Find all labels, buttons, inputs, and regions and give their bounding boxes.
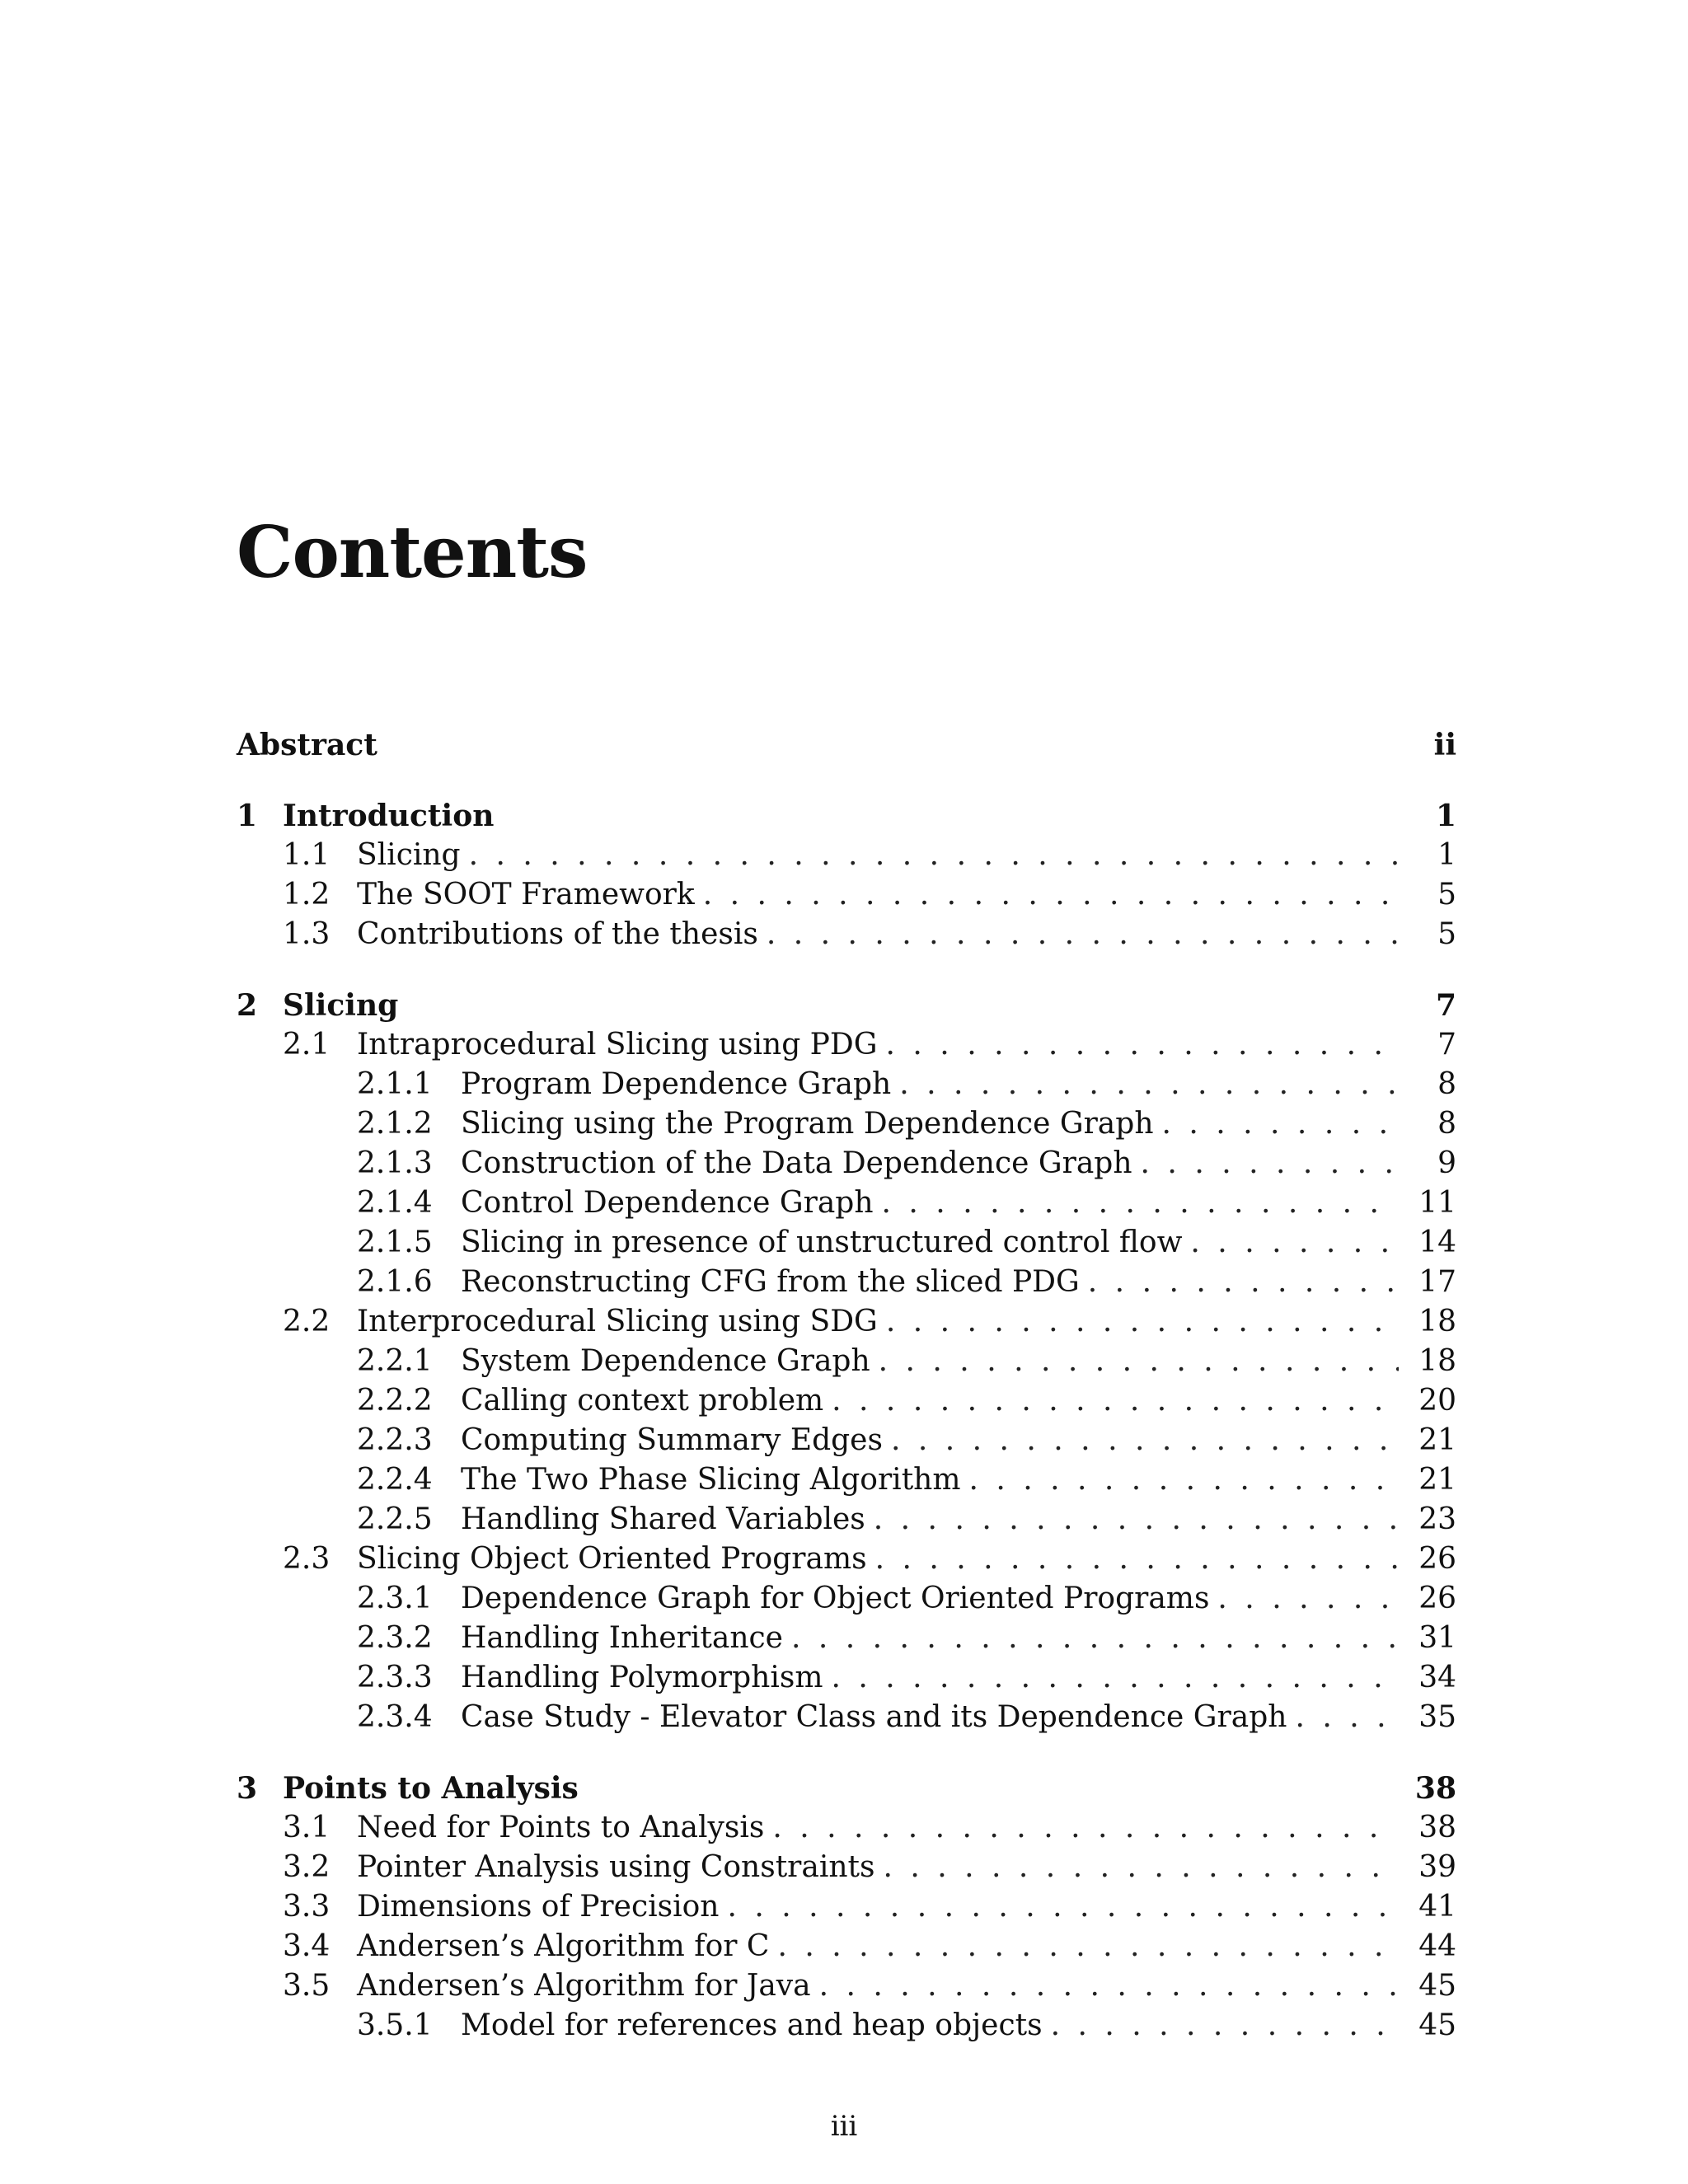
toc-entry-page: 8 bbox=[1437, 1107, 1456, 1141]
toc-entry-2-3[interactable] bbox=[237, 1540, 1456, 1579]
toc-entry-2-1-2[interactable] bbox=[237, 1104, 1456, 1144]
dot-leader bbox=[819, 1966, 1399, 2006]
toc-entry-3-4[interactable] bbox=[237, 1927, 1456, 1966]
toc-entry-number: 2.2.2 bbox=[357, 1384, 433, 1418]
dot-leader bbox=[832, 1381, 1399, 1421]
toc-entry-title: Construction of the Data Dependence Graph bbox=[461, 1146, 1132, 1180]
toc-entry-title: Slicing Object Oriented Programs bbox=[357, 1542, 867, 1576]
toc-entry-number: 2.1 bbox=[283, 1028, 331, 1062]
toc-chapter-2[interactable] bbox=[237, 986, 1456, 1025]
toc-entry-title: The SOOT Framework bbox=[357, 878, 695, 912]
dot-leader bbox=[767, 915, 1399, 954]
dot-leader bbox=[1051, 2006, 1399, 2046]
toc-entry-2-3-1[interactable] bbox=[237, 1579, 1456, 1619]
dot-leader bbox=[891, 1421, 1399, 1460]
toc-entry-2-3-2[interactable] bbox=[237, 1619, 1456, 1658]
toc-entry-2-2-4[interactable] bbox=[237, 1460, 1456, 1500]
toc-entry-page: 5 bbox=[1437, 917, 1456, 951]
toc-entry-2-2-1[interactable] bbox=[237, 1342, 1456, 1381]
toc-entry-number: 2.1.5 bbox=[357, 1226, 433, 1259]
toc-entry-3-5[interactable] bbox=[237, 1966, 1456, 2006]
toc-entry-2-2-5[interactable] bbox=[237, 1500, 1456, 1540]
toc-entry-3-3[interactable] bbox=[237, 1887, 1456, 1927]
toc-entry-1-1[interactable] bbox=[237, 836, 1456, 875]
toc-abstract-page: ii bbox=[1433, 728, 1456, 762]
toc-chapter-page: 7 bbox=[1435, 988, 1456, 1023]
dot-leader bbox=[883, 1848, 1399, 1887]
toc-entry-page: 44 bbox=[1418, 1929, 1456, 1963]
toc-entry-2-2-3[interactable] bbox=[237, 1421, 1456, 1460]
toc-entry-title: Program Dependence Graph bbox=[461, 1067, 892, 1101]
toc-entry-title: Model for references and heap objects bbox=[461, 2008, 1043, 2042]
toc-entry-title: Handling Inheritance bbox=[461, 1621, 783, 1655]
dot-leader bbox=[886, 1025, 1399, 1065]
dot-leader bbox=[1190, 1223, 1399, 1263]
toc-entry-number: 2.2.4 bbox=[357, 1463, 433, 1497]
toc-entry-title: Slicing using the Program Dependence Graph bbox=[461, 1107, 1154, 1141]
toc-entry-1-3[interactable] bbox=[237, 915, 1456, 954]
toc-entry-page: 39 bbox=[1418, 1850, 1456, 1884]
dot-leader bbox=[772, 1808, 1399, 1848]
toc-entry-title: Handling Polymorphism bbox=[461, 1661, 823, 1694]
toc-entry-2-1-6[interactable] bbox=[237, 1263, 1456, 1302]
toc-chapter-number: 2 bbox=[237, 988, 258, 1023]
dot-leader bbox=[791, 1619, 1399, 1658]
dot-leader bbox=[1162, 1104, 1400, 1144]
toc-entry-page: 26 bbox=[1418, 1542, 1456, 1576]
toc-entry-2-2[interactable] bbox=[237, 1302, 1456, 1342]
toc-entry-3-2[interactable] bbox=[237, 1848, 1456, 1887]
toc-entry-title: Intraprocedural Slicing using PDG bbox=[357, 1028, 878, 1062]
toc-entry-2-1-1[interactable] bbox=[237, 1065, 1456, 1104]
toc-entry-title: Dimensions of Precision bbox=[357, 1890, 720, 1924]
toc-entry-number: 2.3.3 bbox=[357, 1661, 433, 1694]
toc-entry-number: 1.1 bbox=[283, 838, 331, 872]
dot-leader bbox=[469, 836, 1399, 875]
dot-leader bbox=[1141, 1144, 1399, 1183]
toc-chapter-title: Slicing bbox=[283, 988, 399, 1023]
toc-entry-number: 3.4 bbox=[283, 1929, 331, 1963]
toc-abstract[interactable] bbox=[237, 725, 1456, 765]
toc-entry-page: 26 bbox=[1418, 1582, 1456, 1615]
toc-entry-2-1-4[interactable] bbox=[237, 1183, 1456, 1223]
dot-leader bbox=[727, 1887, 1399, 1927]
toc-entry-page: 18 bbox=[1418, 1344, 1456, 1378]
toc-entry-number: 2.1.4 bbox=[357, 1186, 433, 1220]
toc-entry-page: 5 bbox=[1437, 878, 1456, 912]
toc-entry-title: Case Study - Elevator Class and its Dependence Graph bbox=[461, 1700, 1287, 1734]
dot-leader bbox=[703, 875, 1399, 915]
toc-entry-2-3-4[interactable] bbox=[237, 1698, 1456, 1737]
toc-entry-page: 21 bbox=[1418, 1463, 1456, 1497]
toc-entry-page: 17 bbox=[1418, 1265, 1456, 1299]
toc-entry-number: 2.3.4 bbox=[357, 1700, 433, 1734]
toc-entry-page: 41 bbox=[1418, 1890, 1456, 1924]
dot-leader bbox=[886, 1302, 1399, 1342]
toc-entry-2-1-5[interactable] bbox=[237, 1223, 1456, 1263]
toc-entry-title: Andersen’s Algorithm for C bbox=[357, 1929, 770, 1963]
toc-entry-number: 2.1.1 bbox=[357, 1067, 433, 1101]
toc-entry-page: 21 bbox=[1418, 1423, 1456, 1457]
toc-entry-number: 2.1.3 bbox=[357, 1146, 433, 1180]
dot-leader bbox=[1088, 1263, 1399, 1302]
toc-entry-number: 3.2 bbox=[283, 1850, 331, 1884]
toc-entry-number: 2.3.1 bbox=[357, 1582, 433, 1615]
toc-entry-title: Slicing bbox=[357, 838, 461, 872]
toc-entry-number: 3.1 bbox=[283, 1811, 331, 1844]
toc-entry-number: 2.2.5 bbox=[357, 1502, 433, 1536]
dot-leader bbox=[1217, 1579, 1399, 1619]
toc-entry-page: 14 bbox=[1418, 1226, 1456, 1259]
toc-entry-number: 2.1.6 bbox=[357, 1265, 433, 1299]
dot-leader bbox=[879, 1342, 1399, 1381]
toc-entry-number: 3.5 bbox=[283, 1969, 331, 2003]
toc-entry-number: 3.5.1 bbox=[357, 2008, 433, 2042]
toc-entry-title: Dependence Graph for Object Oriented Programs bbox=[461, 1582, 1210, 1615]
toc-chapter-number: 1 bbox=[237, 799, 258, 833]
toc-entry-number: 3.3 bbox=[283, 1890, 331, 1924]
toc-chapter-1[interactable] bbox=[237, 796, 1456, 836]
toc-entry-2-1[interactable] bbox=[237, 1025, 1456, 1065]
toc-chapter-number: 3 bbox=[237, 1771, 258, 1806]
toc-entry-title: System Dependence Graph bbox=[461, 1344, 870, 1378]
toc-entry-2-1-3[interactable] bbox=[237, 1144, 1456, 1183]
toc-entry-number: 2.3 bbox=[283, 1542, 331, 1576]
toc-entry-title: Contributions of the thesis bbox=[357, 917, 758, 951]
toc-entry-title: The Two Phase Slicing Algorithm bbox=[461, 1463, 961, 1497]
toc-chapter-title: Points to Analysis bbox=[283, 1771, 579, 1806]
toc-entry-page: 31 bbox=[1418, 1621, 1456, 1655]
toc-entry-page: 1 bbox=[1437, 838, 1456, 872]
toc-chapter-3[interactable] bbox=[237, 1769, 1456, 1808]
toc-entry-page: 38 bbox=[1418, 1811, 1456, 1844]
dot-leader bbox=[899, 1065, 1399, 1104]
toc-entry-page: 23 bbox=[1418, 1502, 1456, 1536]
toc-entry-page: 20 bbox=[1418, 1384, 1456, 1418]
toc-entry-2-2-2[interactable] bbox=[237, 1381, 1456, 1421]
toc-entry-title: Reconstructing CFG from the sliced PDG bbox=[461, 1265, 1080, 1299]
toc-entry-title: Calling context problem bbox=[461, 1384, 824, 1418]
toc-entry-number: 2.2.3 bbox=[357, 1423, 433, 1457]
toc-chapter-page: 38 bbox=[1414, 1771, 1456, 1806]
toc-entry-page: 7 bbox=[1437, 1028, 1456, 1062]
toc-entry-page: 34 bbox=[1418, 1661, 1456, 1694]
toc-entry-title: Control Dependence Graph bbox=[461, 1186, 874, 1220]
toc-entry-number: 2.3.2 bbox=[357, 1621, 433, 1655]
toc-entry-page: 8 bbox=[1437, 1067, 1456, 1101]
toc-entry-3-1[interactable] bbox=[237, 1808, 1456, 1848]
toc-entry-1-2[interactable] bbox=[237, 875, 1456, 915]
toc-entry-title: Need for Points to Analysis bbox=[357, 1811, 765, 1844]
toc-entry-3-5-1[interactable] bbox=[237, 2006, 1456, 2046]
dot-leader bbox=[968, 1460, 1399, 1500]
footer-page-number: iii bbox=[830, 2110, 858, 2143]
toc-entry-page: 9 bbox=[1437, 1146, 1456, 1180]
toc-entry-page: 45 bbox=[1418, 1969, 1456, 2003]
dot-leader bbox=[882, 1183, 1399, 1223]
toc-entry-title: Pointer Analysis using Constraints bbox=[357, 1850, 875, 1884]
table-of-contents bbox=[237, 725, 1456, 2046]
toc-abstract-label: Abstract bbox=[237, 728, 377, 762]
toc-entry-2-3-3[interactable] bbox=[237, 1658, 1456, 1698]
dot-leader bbox=[874, 1500, 1399, 1540]
toc-entry-number: 2.2 bbox=[283, 1305, 331, 1338]
dot-leader bbox=[777, 1927, 1399, 1966]
page-title: Contents bbox=[237, 511, 588, 594]
toc-entry-number: 1.2 bbox=[283, 878, 331, 912]
toc-chapter-page: 1 bbox=[1435, 799, 1456, 833]
toc-entry-title: Interprocedural Slicing using SDG bbox=[357, 1305, 878, 1338]
dot-leader bbox=[831, 1658, 1399, 1698]
toc-entry-number: 2.2.1 bbox=[357, 1344, 433, 1378]
toc-entry-page: 11 bbox=[1418, 1186, 1456, 1220]
toc-entry-number: 1.3 bbox=[283, 917, 331, 951]
toc-chapter-title: Introduction bbox=[283, 799, 495, 833]
toc-entry-title: Computing Summary Edges bbox=[461, 1423, 883, 1457]
toc-entry-title: Andersen’s Algorithm for Java bbox=[357, 1969, 811, 2003]
toc-entry-page: 18 bbox=[1418, 1305, 1456, 1338]
dot-leader bbox=[1295, 1698, 1399, 1737]
toc-entry-number: 2.1.2 bbox=[357, 1107, 433, 1141]
toc-entry-page: 35 bbox=[1418, 1700, 1456, 1734]
toc-entry-title: Handling Shared Variables bbox=[461, 1502, 865, 1536]
dot-leader bbox=[875, 1540, 1399, 1579]
toc-entry-title: Slicing in presence of unstructured control flow bbox=[461, 1226, 1183, 1259]
toc-entry-page: 45 bbox=[1418, 2008, 1456, 2042]
